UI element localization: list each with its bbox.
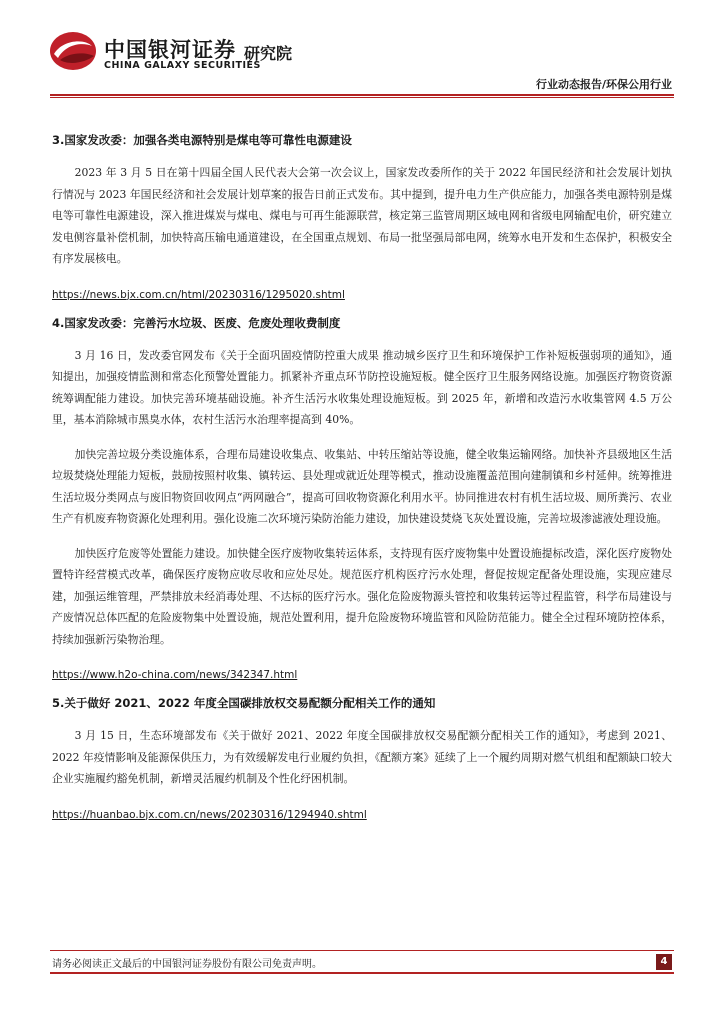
brand-institute: 研究院 [244,44,293,63]
section-5 [52,695,672,835]
footer-disclaimer: 请务必阅读正文最后的中国银河证券股份有限公司免责声明。 [52,959,322,970]
source-link[interactable]: https://www.h2o-china.com/news/342347.html [52,669,298,681]
page-number: 4 [656,954,672,970]
source-link[interactable]: https://huanbao.bjx.com.cn/news/20230316/1294940.shtml [52,808,367,821]
section-3 [52,132,672,315]
galaxy-logo-icon [48,30,98,72]
document-body [52,132,672,835]
header-divider-thin [50,97,674,98]
header-divider [50,94,674,96]
paragraph: 3 月 15 日，生态环境部发布《关于做好 2021、2022 年度全国碳排放权交易配额分配相关工作的通知》，考虑到 2021、2022 年疫情影响及能源保供压力，为有效缓解发电行业履约负担，《配额方案》延续了上一个履约周期对燃气机组和配额缺口较大企业实施履约豁免机制，新增灵活履约机制及个性化纾困机制。 [52,729,672,785]
paragraph: 3 月 16 日，发改委官网发布《关于全面巩固疫情防控重大成果 推动城乡医疗卫生和环境保护工作补短板强弱项的通知》，通知提出，加强疫情监测和常态化预警处置能力。抓紧补齐重点环节防控设施短板。健全医疗卫生服务网络设施。加强医疗物资资源统筹调配能力建设。加快完善环境基础设施。补齐生活污水收集处理设施短板。到 2025 年，新增和改造污水收集管网 4.5 万公里，基本消除城市黑臭水体，农村生活污水治理率提高到 40%。 [52,348,672,426]
section-title: 3.国家发改委：加强各类电源特别是煤电等可靠性电源建设 [52,133,352,147]
footer-divider [50,950,674,951]
footer-divider-thick [50,972,674,974]
section-4 [52,315,672,696]
source-link[interactable]: https://news.bjx.com.cn/html/20230316/1295020.shtml [52,288,345,301]
paragraph: 2023 年 3 月 5 日在第十四届全国人民代表大会第一次会议上，国家发改委所作的关于 2022 年国民经济和社会发展计划执行情况与 2023 年国民经济和社会发展计划草案的报告日前正式发布。其中提到，提升电力生产供应能力，加强各类电源特别是煤电等可靠性电源建设，深入推进煤炭与煤电、煤电与可再生能源联营，核定第三监管周期区域电网和省级电网输配电价，研究建立发电侧容量补偿机制，加快特高压输电通道建设，在全国重点规划、布局一批坚强局部电网，统筹水电开发和生态保护，积极安全有序发展核电。 [52,166,672,265]
brand-name-en: CHINA GALAXY SECURITIES [104,60,261,71]
paragraph: 加快医疗危废等处置能力建设。加快健全医疗废物收集转运体系，支持现有医疗废物集中处置设施提标改造，深化医疗废物处置特许经营模式改革，确保医疗废物应收尽收和应处尽处。规范医疗机构医疗污水处理，督促按规定配备处理设施，实现应建尽建，加强运维管理，严禁排放未经消毒处理、不达标的医疗污水。强化危险废物源头管控和收集转运等过程监管，科学布局建设与产废情况总体匹配的危险废物集中处置设施，规范处置利用，提升危险废物环境监管和风险防范能力。健全全过程环境防控体系，持续加强新污染物治理。 [52,546,672,646]
page-header [0,0,724,100]
brand-name-cn: 中国银河证券 [104,38,236,62]
report-type: 行业动态报告/环保公用行业 [535,78,672,91]
section-title: 4.国家发改委：完善污水垃圾、医废、危废处理收费制度 [52,315,341,330]
section-title: 5.关于做好 2021、2022 年度全国碳排放权交易配额分配相关工作的通知 [52,696,436,710]
paragraph: 加快完善垃圾分类设施体系，合理布局建设收集点、收集站、中转压缩站等设施，健全收集运输网络。加快补齐县级地区生活垃圾焚烧处理能力短板，鼓励按照村收集、镇转运、县处理或就近处理等模式，推动设施覆盖范围向建制镇和乡村延伸。统筹推进生活垃圾分类网点与废旧物资回收网点“两网融合”，提高可回收物资源化利用水平。协同推进农村有机生活垃圾、厕所粪污、农业生产有机废弃物资源化处理利用。强化设施二次环境污染防治能力建设，加快建设焚烧飞灰处置设施，完善垃圾渗滤液处理设施。 [52,447,672,525]
